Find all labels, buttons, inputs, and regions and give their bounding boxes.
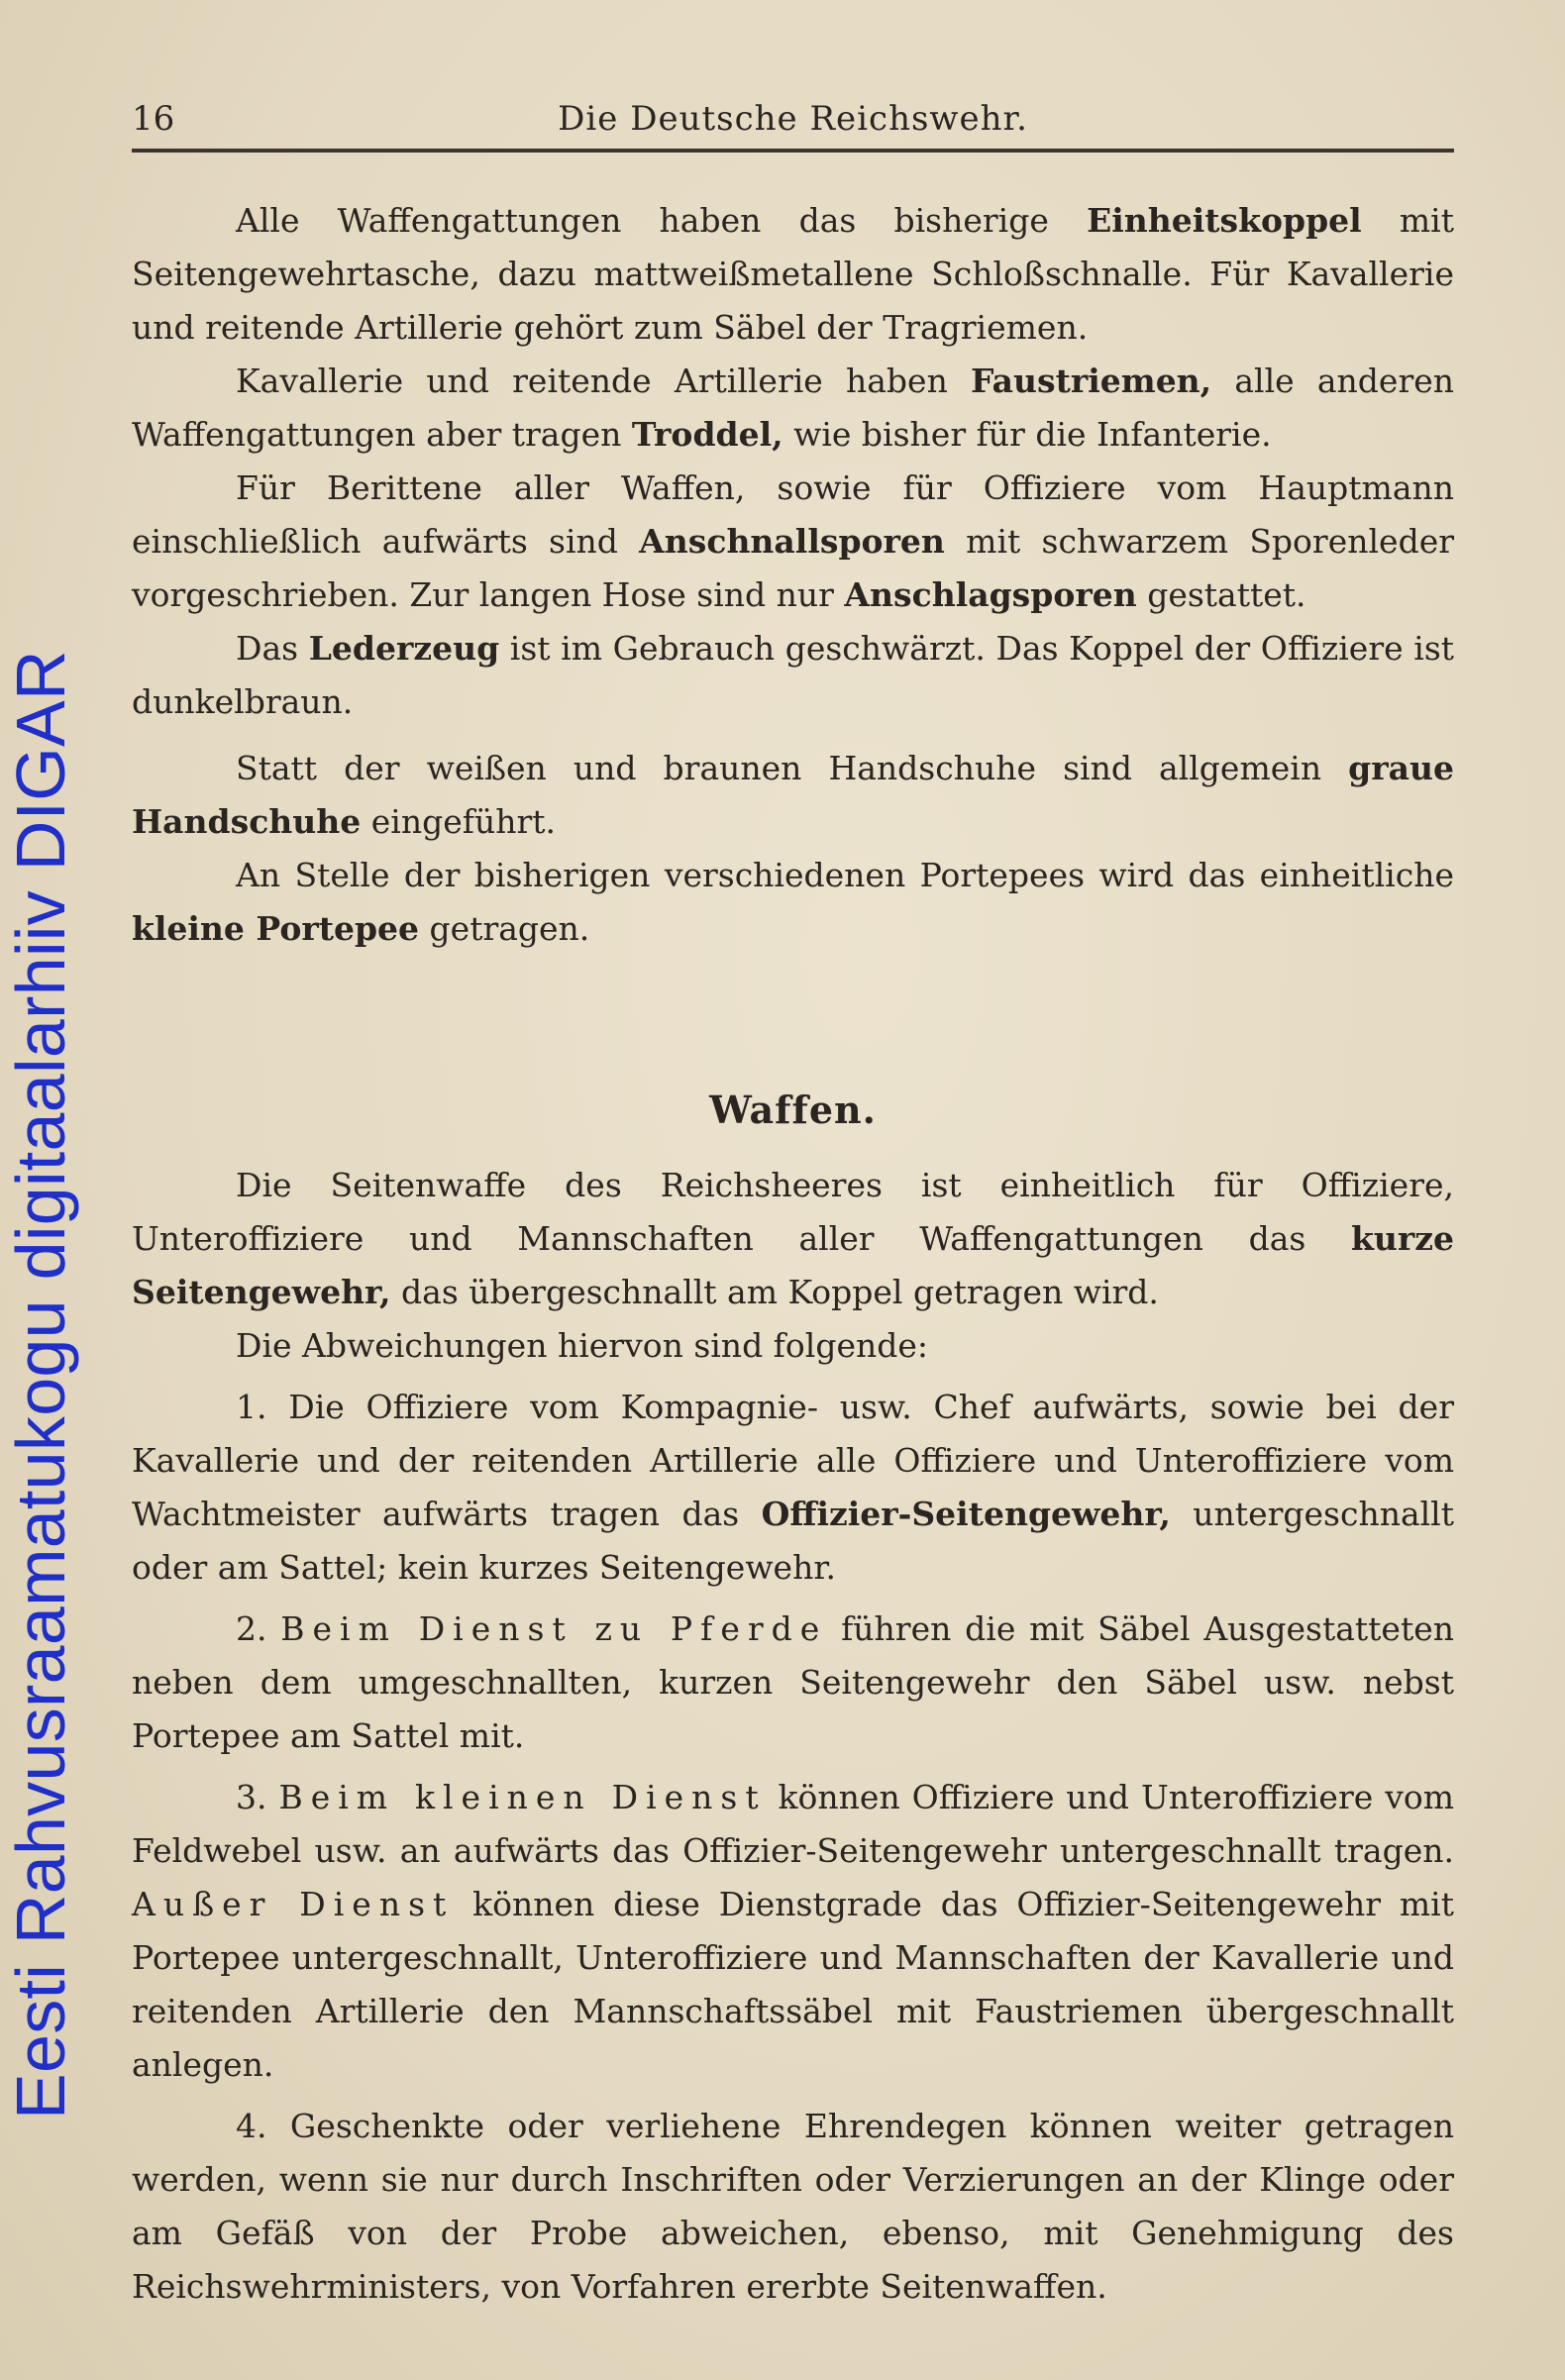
section-paragraph-5 (132, 1771, 1454, 2092)
spaced-emphasis: Beim kleinen Dienst (278, 1778, 767, 1816)
text-run: können Offiziere und Unteroffiziere vom Feldwebel usw. an aufwärts das Offizier-Seitengewehr untergeschnallt tragen. (132, 1778, 1454, 1870)
text-run: An Stelle der bisherigen verschiedenen Portepees wird das einheitliche (236, 856, 1454, 894)
text-run: Das (236, 629, 309, 668)
text-run: Statt der weißen und braunen Handschuhe sind allgemein (236, 749, 1349, 787)
text-run: 1. Die Offiziere vom Kompagnie- usw. Chef aufwärts, sowie bei der Kavallerie und der reitenden Artillerie alle Offiziere und Unteroffiziere vom Wachtmeister aufwärts tragen das (132, 1388, 1454, 1533)
text-run: führen die mit Säbel Ausgestatteten neben dem umgeschnallten, kurzen Seitengewehr den Säbel usw. nebst Portepee am Sattel mit. (132, 1609, 1454, 1755)
text-run: 3. (236, 1778, 279, 1816)
text-run: eingeführt. (361, 802, 557, 841)
intro-paragraph-3 (132, 462, 1454, 622)
text-run: wie bisher für die Infanterie. (782, 415, 1272, 454)
running-title: Die Deutsche Reichswehr. (558, 99, 1028, 139)
intro-paragraph-4 (132, 622, 1454, 729)
bold-term: Lederzeug (308, 629, 500, 668)
section-paragraph-2 (132, 1319, 1454, 1373)
text-run: das übergeschnallt am Koppel getragen wird. (390, 1273, 1159, 1311)
text-run: Die Seitenwaffe des Reichsheeres ist einheitlich für Offiziere, Unteroffiziere und Mannschaften aller Waffengattungen das (132, 1166, 1454, 1258)
text-run: gestattet. (1136, 575, 1306, 614)
section-paragraph-4 (132, 1603, 1454, 1763)
text-run: 4. Geschenkte oder verliehene Ehrendegen können weiter getragen werden, wenn sie nur durch Inschriften oder Verzierungen an der Klinge oder am Gefäß von der Probe abweichen, ebenso, mit Genehmigung des Reichswehrministers, von Vorfahren ererbte Seitenwaffen. (132, 2107, 1454, 2306)
page-header (132, 91, 1454, 151)
section-paragraph-1 (132, 1159, 1454, 1319)
text-run: getragen. (419, 909, 590, 948)
text-run: untergeschnallt oder am Sattel; kein kurzes Seitengewehr. (132, 1495, 1454, 1587)
bold-term: Troddel, (631, 415, 783, 454)
section-heading: Waffen. (709, 1087, 877, 1132)
intro-paragraph-6 (132, 849, 1454, 956)
bold-term: Anschlagsporen (844, 575, 1137, 614)
bold-term: Faustriemen, (971, 362, 1212, 400)
intro-paragraph-1 (132, 194, 1454, 355)
text-run: Für Berittene aller Waffen, sowie für Offiziere vom Hauptmann einschließlich aufwärts sind (132, 468, 1454, 561)
text-run: Die Abweichungen hiervon sind folgende: (236, 1326, 928, 1365)
text-run: mit Seitengewehrtasche, dazu mattweißmetallene Schloßschnalle. Für Kavallerie und reitende Artillerie gehört zum Säbel der Tragriemen. (132, 201, 1454, 347)
text-run: können diese Dienstgrade das Offizier-Seitengewehr mit Portepee untergeschnallt, Unteroffiziere und Mannschaften der Kavallerie und reitenden Artillerie den Mannschaftssäbel mit Faustriemen übergeschnallt anlegen. (132, 1885, 1454, 2084)
text-run: ist im Gebrauch geschwärzt. Das Koppel der Offiziere ist dunkelbraun. (132, 629, 1455, 721)
bold-term: graue Handschuhe (132, 749, 1454, 841)
text-run: Kavallerie und reitende Artillerie haben (236, 362, 972, 400)
intro-text (132, 194, 1454, 956)
bold-term: Offizier-Seitengewehr, (761, 1495, 1171, 1533)
bold-term: kurze Seitengewehr, (132, 1219, 1454, 1311)
intro-paragraph-5 (132, 742, 1454, 849)
spaced-emphasis: Außer Dienst (132, 1885, 455, 1923)
bold-term: Anschnallsporen (639, 522, 945, 561)
text-run: alle anderen Waffengattungen aber tragen (132, 362, 1454, 454)
archive-watermark: Eesti Rahvusraamatukogu digitaalarhiiv DIGAR (2, 650, 79, 2120)
section-text (132, 1159, 1454, 2314)
header-rule (132, 149, 1454, 153)
text-run: Alle Waffengattungen haben das bisherige (236, 201, 1088, 240)
text-run: mit schwarzem Sporenleder vorgeschrieben. Zur langen Hose sind nur (132, 522, 1454, 614)
section-paragraph-3 (132, 1381, 1454, 1595)
bold-term: kleine Portepee (132, 909, 420, 948)
page-number: 16 (132, 99, 175, 139)
spaced-emphasis: Beim Dienst zu Pferde (280, 1609, 828, 1648)
intro-paragraph-2 (132, 355, 1454, 462)
bold-term: Einheitskoppel (1087, 201, 1362, 240)
section-paragraph-6 (132, 2100, 1454, 2314)
text-run: 2. (236, 1609, 281, 1648)
